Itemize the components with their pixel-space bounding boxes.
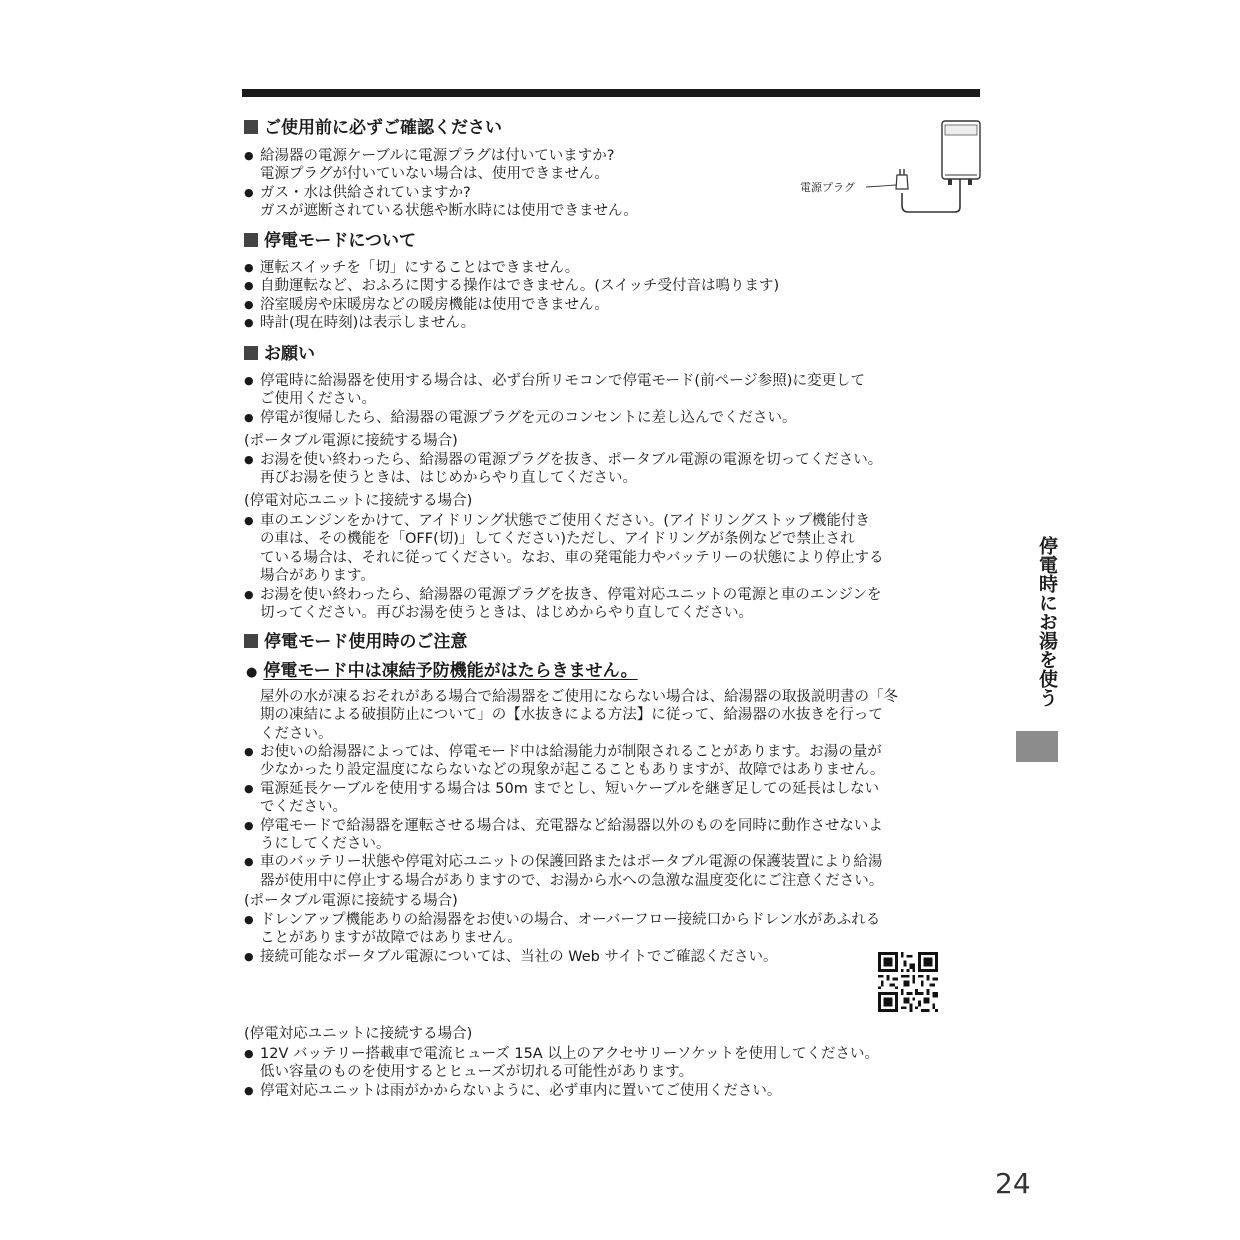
freeze-warning-body bbox=[244, 688, 984, 743]
precautions-list bbox=[244, 743, 984, 890]
list-item: ● お湯を使い終わったら、給湯器の電源プラグを抜き、停電対応ユニットの電源と車のエンジンを 切ってください。再びお湯を使うときは、はじめからやり直してください。 bbox=[244, 586, 984, 623]
square-bullet-icon bbox=[244, 634, 258, 648]
power-plug-label: 電源プラグ bbox=[800, 181, 855, 194]
chapter-tab-marker bbox=[1016, 731, 1058, 762]
list-item: ● 停電が復帰したら、給湯器の電源プラグを元のコンセントに差し込んでください。 bbox=[244, 409, 984, 427]
portable-power-list-2 bbox=[244, 911, 984, 966]
section-heading-requests: お願い bbox=[244, 343, 315, 365]
water-heater-illustration bbox=[790, 115, 990, 225]
list-item: 屋外の水が凍るおそれがある場合で給湯器をご使用にならない場合は、給湯器の取扱説明書の「冬 期の凍結による破損防止について」の【水抜きによる方法】に従って、給湯器の水抜きを行って ください。 bbox=[260, 689, 898, 742]
blackout-unit-list bbox=[244, 512, 984, 622]
list-item: ● お使いの給湯器によっては、停電モード中は給湯能力が制限されることがあります。お湯の量が 少なかったり設定温度にならないなどの現象が起こることもありますが、故障ではありません。 bbox=[244, 743, 984, 780]
list-item: ● 運転スイッチを「切」にすることはできません。 bbox=[244, 259, 984, 277]
list-item: ● 停電モードで給湯器を運転させる場合は、充電器など給湯器以外のものを同時に動作させないよ うにしてください。 bbox=[244, 817, 984, 854]
portable-power-list bbox=[244, 451, 984, 488]
portable-power-label-2: (ポータブル電源に接続する場合) bbox=[244, 893, 458, 909]
list-item: ● ドレンアップ機能ありの給湯器をお使いの場合、オーバーフロー接続口からドレン水があふれる ことがありますが故障ではありません。 bbox=[244, 911, 984, 948]
blackout-unit-label: (停電対応ユニットに接続する場合) bbox=[244, 493, 473, 509]
section-heading-precautions: 停電モード使用時のご注意 bbox=[244, 631, 467, 653]
blackout-unit-list-2 bbox=[244, 1045, 984, 1100]
qr-code[interactable] bbox=[878, 952, 938, 1012]
freeze-warning: ● 停電モード中は凍結予防機能がはたらきません。 bbox=[246, 661, 638, 681]
list-item: ● 接続可能なポータブル電源については、当社の Web サイトでご確認ください。 bbox=[244, 948, 984, 966]
section-heading-blackout-mode: 停電モードについて bbox=[244, 230, 416, 252]
list-item: ● 停電対応ユニットは雨がかからないように、必ず車内に置いてご使用ください。 bbox=[244, 1082, 984, 1100]
list-item: ● 12V バッテリー搭載車で電流ヒューズ 15A 以上のアクセサリーソケットを使用してください。 低い容量のものを使用するとヒューズが切れる可能性があります。 bbox=[244, 1045, 984, 1082]
chapter-side-tab: 停電時にお湯を使う bbox=[1036, 536, 1058, 707]
list-item: ● 給湯器の電源ケーブルに電源プラグは付いていますか? 電源プラグが付いていない場合は、使用できません。 bbox=[244, 147, 804, 184]
section-heading-pre-use: ご使用前に必ずご確認ください bbox=[244, 117, 502, 139]
list-item: ● ガス・水は供給されていますか? ガスが遮断されている状態や断水時には使用できません。 bbox=[244, 184, 804, 221]
blackout-unit-label-2: (停電対応ユニットに接続する場合) bbox=[244, 1026, 473, 1042]
list-item: ● お湯を使い終わったら、給湯器の電源プラグを抜き、ポータブル電源の電源を切ってください。 再びお湯を使うときは、はじめからやり直してください。 bbox=[244, 451, 984, 488]
page-number: 24 bbox=[995, 1167, 1031, 1200]
top-rule bbox=[242, 89, 980, 97]
list-item: ● 車のバッテリー状態や停電対応ユニットの保護回路またはポータブル電源の保護装置により給湯 器が使用中に停止する場合がありますので、お湯から水への急激な温度変化にご注意ください。 bbox=[244, 853, 984, 890]
square-bullet-icon bbox=[244, 120, 258, 134]
list-item: ● 電源延長ケーブルを使用する場合は 50m までとし、短いケーブルを継ぎ足しての延長はしない でください。 bbox=[244, 780, 984, 817]
list-item: ● 車のエンジンをかけて、アイドリング状態でご使用ください。(アイドリングストップ機能付き の車は、その機能を「OFF(切)」してください)ただし、アイドリングが条例などで禁止され ている場合は、それに従ってください。なお、車の発電能力やバッテリーの状態により停止する 場合があります。 bbox=[244, 512, 984, 586]
square-bullet-icon bbox=[244, 346, 258, 360]
requests-list bbox=[244, 372, 984, 427]
list-item: ● 浴室暖房や床暖房などの暖房機能は使用できません。 bbox=[244, 296, 984, 314]
list-item: ● 停電時に給湯器を使用する場合は、必ず台所リモコンで停電モード(前ページ参照)に変更して ご使用ください。 bbox=[244, 372, 984, 409]
pre-use-list bbox=[244, 147, 804, 221]
square-bullet-icon bbox=[244, 233, 258, 247]
blackout-mode-list bbox=[244, 259, 984, 333]
list-item: ● 自動運転など、おふろに関する操作はできません。(スイッチ受付音は鳴ります) bbox=[244, 277, 984, 295]
list-item: ● 時計(現在時刻)は表示しません。 bbox=[244, 314, 984, 332]
portable-power-label: (ポータブル電源に接続する場合) bbox=[244, 433, 458, 449]
